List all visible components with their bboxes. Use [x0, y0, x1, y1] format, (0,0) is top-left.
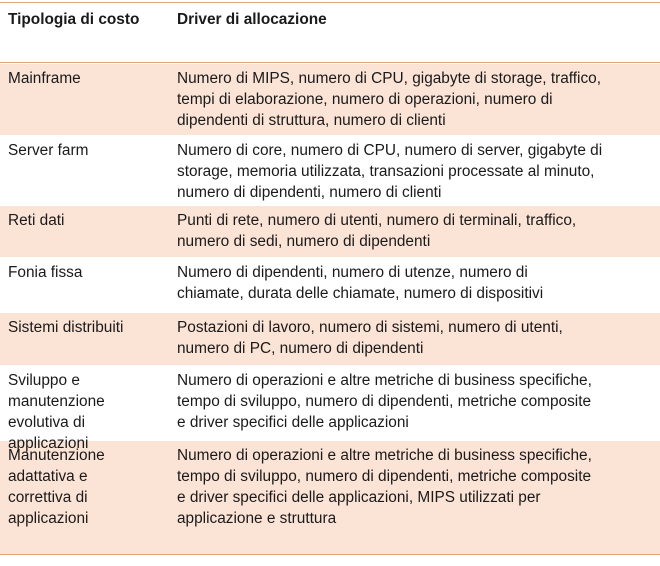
driver-line: e driver specifici delle applicazioni [177, 414, 409, 431]
driver-line: Numero di dipendenti, numero di utenze, numero di [177, 264, 528, 281]
cell-driver [173, 210, 660, 257]
header-driver-di-allocazione: Driver di allocazione [177, 11, 327, 28]
cell-driver [173, 140, 660, 205]
driver-line: Numero di operazioni e altre metriche di business specifiche, [177, 372, 592, 389]
cell-type: Reti dati [8, 212, 65, 229]
driver-line: tempo di sviluppo, numero di dipendenti, metriche composite [177, 393, 592, 410]
table-row-server-farm [0, 135, 660, 205]
table-row-sistemi-distribuiti [0, 312, 660, 365]
table-row-sviluppo-manutenzione-evolutiva [0, 365, 660, 452]
driver-line: applicazione e struttura [177, 510, 337, 527]
type-line: Sviluppo e [8, 372, 80, 389]
cell-type [0, 370, 173, 452]
driver-line: storage, memoria utilizzata, transazioni processate al minuto, [177, 163, 595, 180]
table-row-mainframe [0, 63, 660, 135]
table-row-fonia-fissa [0, 257, 660, 312]
type-line: adattativa e [8, 468, 88, 485]
driver-line: tempi di elaborazione, numero di operazioni, numero di [177, 91, 553, 108]
cell-driver [173, 445, 660, 554]
cost-allocation-table [0, 2, 660, 555]
type-line: applicazioni [8, 510, 89, 527]
driver-line: Numero di operazioni e altre metriche di business specifiche, [177, 447, 592, 464]
driver-line: numero di dipendenti, numero di clienti [177, 184, 442, 201]
cell-driver [173, 262, 660, 312]
table-row-manutenzione-adattativa-correttiva [0, 440, 660, 554]
cell-type: Fonia fissa [8, 264, 83, 281]
cell-driver [173, 317, 660, 365]
driver-line: numero di PC, numero di dipendenti [177, 340, 424, 357]
cell-driver [173, 68, 660, 135]
table-header-row [0, 3, 660, 63]
type-line: applicazioni [8, 435, 89, 452]
type-line: evolutiva di [8, 414, 85, 431]
cell-type: Server farm [8, 142, 89, 159]
driver-line: numero di sedi, numero di dipendenti [177, 233, 431, 250]
driver-line: dipendenti di struttura, numero di clienti [177, 112, 446, 129]
driver-line: Numero di core, numero di CPU, numero di server, gigabyte di [177, 142, 603, 159]
driver-line: e driver specifici delle applicazioni, MIPS utilizzati per [177, 489, 541, 506]
header-tipologia-di-costo: Tipologia di costo [8, 11, 140, 28]
table-row-reti-dati [0, 205, 660, 257]
cell-type: Mainframe [8, 70, 81, 87]
type-line: Manutenzione [8, 447, 105, 464]
driver-line: Punti di rete, numero di utenti, numero di terminali, traffico, [177, 212, 577, 229]
driver-line: Postazioni di lavoro, numero di sistemi, numero di utenti, [177, 319, 563, 336]
driver-line: tempo di sviluppo, numero di dipendenti, metriche composite [177, 468, 592, 485]
type-line: correttiva di [8, 489, 88, 506]
driver-line: Numero di MIPS, numero di CPU, gigabyte di storage, traffico, [177, 70, 602, 87]
cell-driver [173, 370, 660, 440]
cell-type [0, 445, 173, 554]
driver-line: chiamate, durata delle chiamate, numero di dispositivi [177, 285, 544, 302]
cell-type: Sistemi distribuiti [8, 319, 124, 336]
type-line: manutenzione [8, 393, 105, 410]
